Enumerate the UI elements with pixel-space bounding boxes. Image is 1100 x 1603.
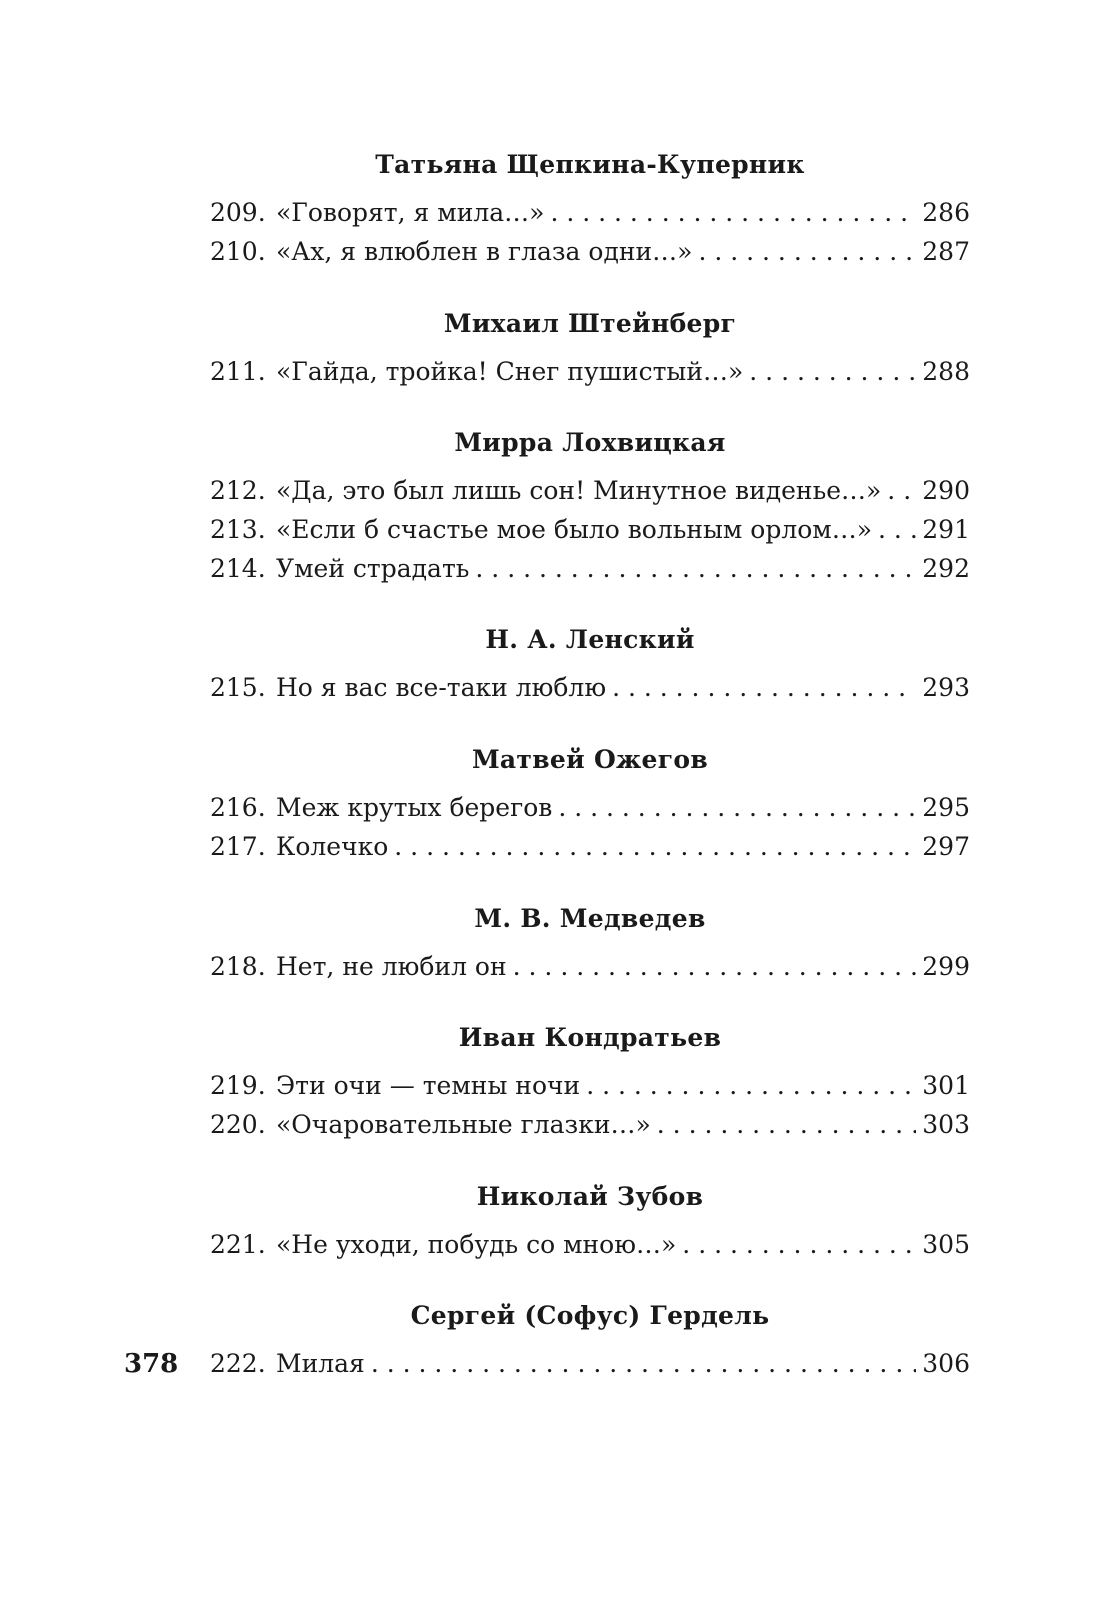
entry-title: Эти очи — темны ночи xyxy=(276,1071,581,1100)
toc-entry xyxy=(210,197,970,229)
entry-number: 211. xyxy=(210,357,266,386)
entry-page: 288 xyxy=(922,357,970,386)
entry-number: 212. xyxy=(210,476,266,505)
toc-entry xyxy=(210,831,970,863)
dot-leader xyxy=(698,236,916,268)
entry-page: 306 xyxy=(922,1349,970,1378)
toc-entry xyxy=(210,1070,970,1102)
dot-leader xyxy=(513,951,917,983)
dot-leader xyxy=(682,1229,916,1261)
dot-leader xyxy=(371,1348,916,1380)
entry-page: 292 xyxy=(922,554,970,583)
entry-number: 213. xyxy=(210,515,266,544)
entry-title: «Не уходи, побудь со мною…» xyxy=(276,1230,677,1259)
toc-entry xyxy=(210,1229,970,1261)
entry-page: 297 xyxy=(922,832,970,861)
entry-title: Колечко xyxy=(276,832,389,861)
toc-entry xyxy=(210,236,970,268)
dot-leader xyxy=(878,514,916,546)
entry-page: 290 xyxy=(922,476,970,505)
entry-title: «Если б счастье мое было вольным орлом…» xyxy=(276,515,873,544)
entry-title: «Говорят, я мила…» xyxy=(276,198,545,227)
author-heading: Н. А. Ленский xyxy=(485,625,695,654)
entry-number: 217. xyxy=(210,832,266,861)
author-heading: М. В. Медведев xyxy=(474,904,706,933)
entry-number: 222. xyxy=(210,1349,266,1378)
toc-entry xyxy=(210,1109,970,1141)
toc-entry xyxy=(210,553,970,585)
entry-number: 219. xyxy=(210,1071,266,1100)
entry-title: Умей страдать xyxy=(276,554,470,583)
author-heading: Мирра Лохвицкая xyxy=(454,428,726,457)
dot-leader xyxy=(657,1109,917,1141)
dot-leader xyxy=(749,356,916,388)
toc-entry xyxy=(210,792,970,824)
entry-title: Милая xyxy=(276,1349,365,1378)
entry-number: 221. xyxy=(210,1230,266,1259)
dot-leader xyxy=(394,831,916,863)
entry-title: Но я вас все-таки люблю xyxy=(276,673,607,702)
entry-title: «Очаровательные глазки…» xyxy=(276,1110,651,1139)
entry-title: «Гайда, тройка! Снег пушистый…» xyxy=(276,357,744,386)
entry-page: 293 xyxy=(922,673,970,702)
entry-title: «Да, это был лишь сон! Минутное виденье…» xyxy=(276,476,882,505)
dot-leader xyxy=(612,672,916,704)
toc-entry xyxy=(210,1348,970,1380)
entry-page: 299 xyxy=(922,952,970,981)
entry-title: Нет, не любил он xyxy=(276,952,507,981)
page-number: 378 xyxy=(124,1349,179,1379)
entry-page: 303 xyxy=(922,1110,970,1139)
entry-number: 215. xyxy=(210,673,266,702)
entry-number: 218. xyxy=(210,952,266,981)
entry-title: «Ах, я влюблен в глаза одни…» xyxy=(276,237,693,266)
author-heading: Татьяна Щепкина-Куперник xyxy=(375,150,805,179)
author-heading: Михаил Штейнберг xyxy=(443,309,737,338)
toc-entry xyxy=(210,475,970,507)
toc-entry xyxy=(210,672,970,704)
author-heading: Николай Зубов xyxy=(476,1182,704,1211)
author-heading: Иван Кондратьев xyxy=(458,1023,722,1052)
dot-leader xyxy=(586,1070,916,1102)
entry-page: 301 xyxy=(922,1071,970,1100)
entry-page: 305 xyxy=(922,1230,970,1259)
toc-entry xyxy=(210,951,970,983)
entry-number: 210. xyxy=(210,237,266,266)
author-heading: Матвей Ожегов xyxy=(471,745,709,774)
dot-leader xyxy=(887,475,916,507)
toc-entry xyxy=(210,356,970,388)
dot-leader xyxy=(558,792,916,824)
dot-leader xyxy=(475,553,916,585)
entry-title: Меж крутых берегов xyxy=(276,793,553,822)
entry-page: 295 xyxy=(922,793,970,822)
author-heading: Сергей (Софус) Гердель xyxy=(410,1301,770,1330)
entry-number: 216. xyxy=(210,793,266,822)
entry-page: 287 xyxy=(922,237,970,266)
entry-page: 286 xyxy=(922,198,970,227)
toc-entry xyxy=(210,514,970,546)
entry-number: 214. xyxy=(210,554,266,583)
entry-number: 209. xyxy=(210,198,266,227)
dot-leader xyxy=(550,197,916,229)
entry-number: 220. xyxy=(210,1110,266,1139)
entry-page: 291 xyxy=(922,515,970,544)
